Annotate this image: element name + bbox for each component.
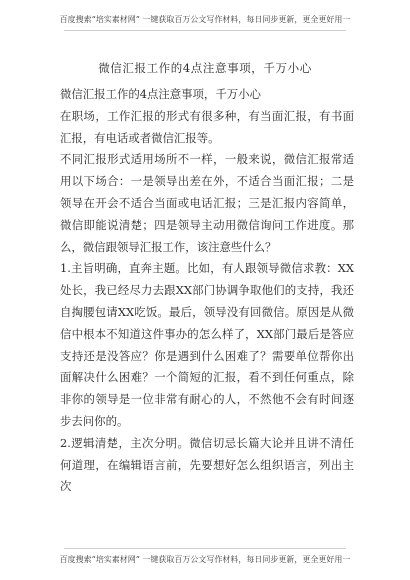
header-banner: 百度搜索“培实素材网” 一键获取百万公文写作材料，每日同步更新，更全更好用一 bbox=[59, 15, 351, 24]
document-title: 微信汇报工作的4点注意事项，千万小心 bbox=[98, 61, 312, 75]
header-divider bbox=[64, 30, 346, 31]
footer-divider bbox=[64, 548, 346, 549]
document-body bbox=[60, 84, 354, 498]
paragraph-intro: 在职场，工作汇报的形式有很多种，有当面汇报，有书面汇报，有电话或者微信汇报等。 bbox=[60, 108, 354, 145]
footer-banner: 百度搜索“培实素材网” 一键获取百万公文写作材料，每日同步更新，更全更好用一 bbox=[59, 555, 351, 564]
paragraph-scenarios: 不同汇报形式适用场所不一样，一般来说，微信汇报常适用以下场合：一是领导出差在外，不适合当面汇报；二是领导在开会不适合当面或电话汇报；三是汇报内容简单，微信即能说清楚；四是领导主动用微信询问工作进度。那么，微信跟领导汇报工作，该注意些什么？ bbox=[60, 152, 354, 254]
paragraph-point-2: 2.逻辑清楚，主次分明。微信切忌长篇大论并且讲不清任何道理，在编辑语言前，先要想好怎么组织语言，列出主次 bbox=[60, 435, 354, 494]
paragraph-point-1: 1.主旨明确，直奔主题。比如，有人跟领导微信求教：XX处长，我已经尽力去跟XX部门协调争取他们的支持，我还自掏腰包请XX吃饭。最后，领导没有回微信。原因是从微信中根本不知道这件事办的怎么样了，XX部门最后是答应支持还是没答应？你是遇到什么困难了？需要单位帮你出面解决什么困难？一个简短的汇报，看不到任何重点，除非你的领导是一位非常有耐心的人，不然他不会有时间逐步去问你的。 bbox=[60, 261, 354, 428]
paragraph-subtitle: 微信汇报工作的4点注意事项，千万小心 bbox=[60, 87, 261, 101]
